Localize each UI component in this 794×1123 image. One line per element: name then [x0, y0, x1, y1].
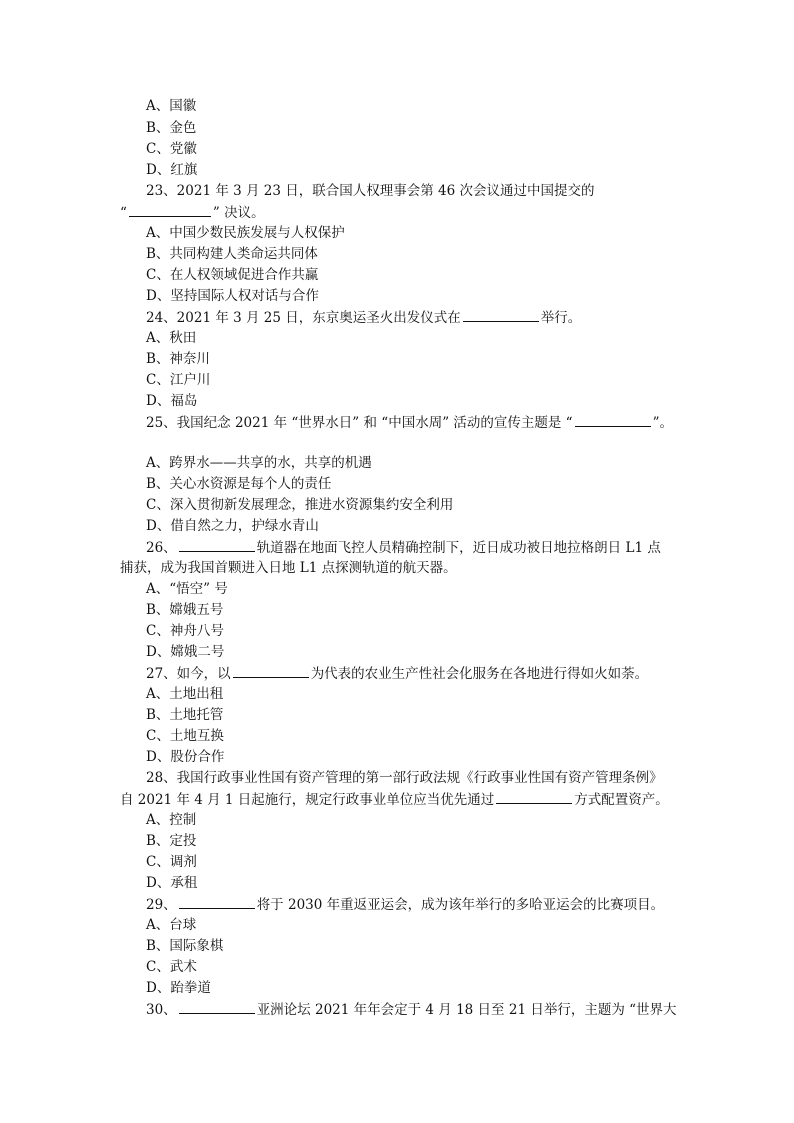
answer-blank — [129, 202, 211, 217]
option-text: B、金色 — [146, 120, 197, 136]
option-text: A、跨界水——共享的水，共享的机遇 — [146, 455, 372, 471]
question-text — [146, 663, 648, 683]
option-text: D、坚持国际人权对话与合作 — [146, 288, 319, 304]
option-text: C、在人权领域促进合作共赢 — [146, 267, 319, 283]
text-after-blank: ”。 — [652, 415, 673, 431]
answer-blank — [575, 412, 651, 427]
answer-blank — [179, 537, 255, 552]
option-text: D、借自然之力，护绿水青山 — [146, 518, 319, 534]
option-text: A、国徽 — [146, 98, 197, 114]
option-text: B、共同构建人类命运共同体 — [146, 246, 318, 262]
option-text: B、定投 — [146, 833, 197, 849]
option-text: A、中国少数民族发展与人权保护 — [146, 225, 345, 241]
option-text: B、关心水资源是每个人的责任 — [146, 476, 332, 492]
question-text: 23、2021 年 3 月 23 日，联合国人权理事会第 46 次会议通过中国提交的 — [146, 183, 595, 199]
question-continuation: 捕获，成为我国首颗进入日地 L1 点探测轨道的航天器。 — [120, 560, 457, 576]
option-text: C、调剂 — [146, 854, 197, 870]
option-text: A、秋田 — [146, 330, 197, 346]
option-text: D、股份合作 — [146, 749, 225, 765]
option-text: C、武术 — [146, 959, 197, 975]
question-text: 28、我国行政事业性国有资产管理的第一部行政法规《行政事业性国有资产管理条例》 — [146, 770, 663, 786]
text-after-blank: 方式配置资产。 — [574, 792, 669, 808]
option-text: C、深入贯彻新发展理念，推进水资源集约安全利用 — [146, 497, 454, 513]
text-after-blank: ” 决议。 — [212, 205, 265, 221]
text-before-blank: 30、 — [146, 1002, 177, 1018]
option-text: C、江户川 — [146, 372, 211, 388]
question-text — [146, 999, 677, 1019]
option-text: C、土地互换 — [146, 728, 224, 744]
option-text: B、嫦娥五号 — [146, 602, 224, 618]
answer-blank — [179, 999, 255, 1014]
option-text: B、国际象棋 — [146, 938, 224, 954]
answer-blank — [463, 307, 539, 322]
option-text: A、台球 — [146, 917, 197, 933]
option-text: D、跆拳道 — [146, 980, 211, 996]
text-before-blank: 26、 — [146, 540, 177, 556]
text-before-blank: 24、2021 年 3 月 25 日，东京奥运圣火出发仪式在 — [146, 310, 461, 326]
text-before-blank: “ — [120, 205, 127, 221]
option-text: A、“悟空” 号 — [146, 581, 228, 597]
question-text — [146, 894, 664, 914]
text-before-blank: 27、如今，以 — [146, 666, 231, 682]
option-text: A、控制 — [146, 812, 197, 828]
answer-blank — [496, 789, 572, 804]
text-after-blank: 将于 2030 年重返亚运会，成为该年举行的多哈亚运会的比赛项目。 — [256, 897, 665, 913]
text-before-blank: 自 2021 年 4 月 1 日起施行，规定行政事业单位应当优先通过 — [120, 792, 495, 808]
text-after-blank: 轨道器在地面飞控人员精确控制下，近日成功被日地拉格朗日 L1 点 — [256, 540, 661, 556]
option-text: D、嫦娥二号 — [146, 644, 225, 660]
text-after-blank: 亚洲论坛 2021 年年会定于 4 月 18 日至 21 日举行，主题为 “世界大 — [256, 1002, 677, 1018]
option-text: B、神奈川 — [146, 351, 210, 367]
option-text: A、土地出租 — [146, 686, 224, 702]
answer-blank — [233, 663, 309, 678]
option-text: C、神舟八号 — [146, 623, 224, 639]
text-before-blank: 25、我国纪念 2021 年 “世界水日” 和 “中国水周” 活动的宣传主题是 “ — [146, 415, 573, 431]
question-text — [146, 307, 581, 327]
option-text: D、红旗 — [146, 162, 198, 178]
text-before-blank: 29、 — [146, 897, 177, 913]
answer-blank — [179, 894, 255, 909]
text-after-blank: 为代表的农业生产性社会化服务在各地进行得如火如荼。 — [310, 666, 649, 682]
text-after-blank: 举行。 — [540, 310, 582, 326]
question-text — [146, 412, 673, 432]
question-continuation — [120, 202, 265, 222]
question-continuation — [120, 789, 669, 809]
option-text: B、土地托管 — [146, 707, 224, 723]
option-text: C、党徽 — [146, 141, 197, 157]
option-text: D、福岛 — [146, 393, 198, 409]
question-text — [146, 537, 661, 557]
option-text: D、承租 — [146, 875, 198, 891]
